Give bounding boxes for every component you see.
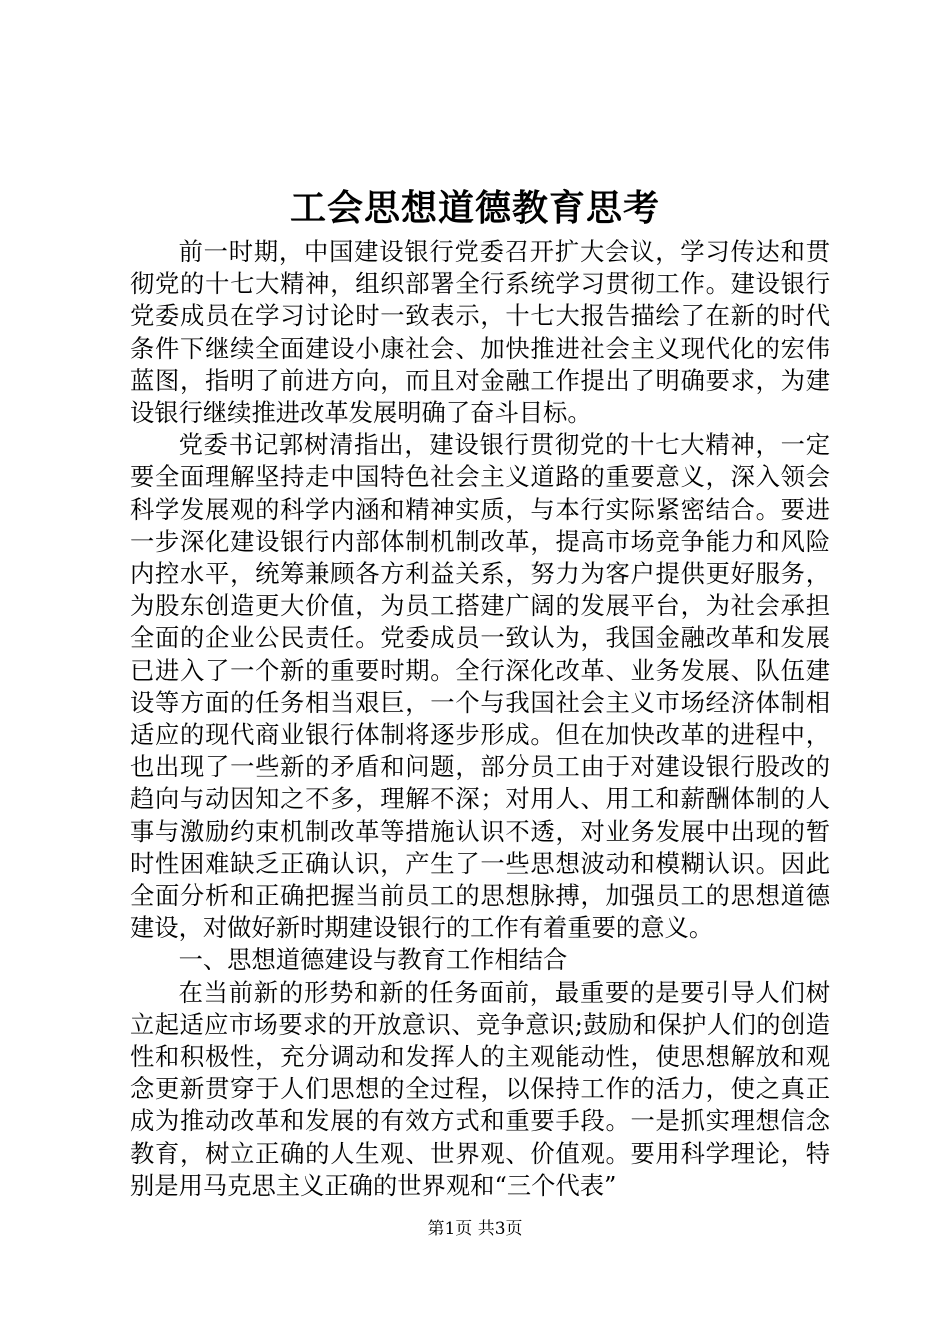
paragraph-intro: 前一时期，中国建设银行党委召开扩大会议，学习传达和贯彻党的十七大精神，组织部署全行系统学习贯彻工作。建设银行党委成员在学习讨论时一致表示，十七大报告描绘了在新的时代条件下继续全面建设小康社会、加快推进社会主义现代化的宏伟蓝图，指明了前进方向，而且对金融工作提出了明确要求，为建设银行继续推进改革发展明确了奋斗目标。 bbox=[130, 237, 830, 428]
paragraph-secretary-remarks: 党委书记郭树清指出，建设银行贯彻党的十七大精神，一定要全面理解坚持走中国特色社会主义道路的重要意义，深入领会科学发展观的科学内涵和精神实质，与本行实际紧密结合。要进一步深化建设银行内部体制机制改革，提高市场竞争能力和风险内控水平，统筹兼顾各方利益关系，努力为客户提供更好服务，为股东创造更大价值，为员工搭建广阔的发展平台，为社会承担全面的企业公民责任。党委成员一致认为，我国金融改革和发展已进入了一个新的重要时期。全行深化改革、业务发展、队伍建设等方面的任务相当艰巨，一个与我国社会主义市场经济体制相适应的现代商业银行体制将逐步形成。但在加快改革的进程中，也出现了一些新的矛盾和问题，部分员工由于对建设银行股改的趋向与动因知之不多，理解不深；对用人、用工和薪酬体制的人事与激励约束机制改革等措施认识不透，对业务发展中出现的暂时性困难缺乏正确认识，产生了一些思想波动和模糊认识。因此全面分析和正确把握当前员工的思想脉搏，加强员工的思想道德建设，对做好新时期建设银行的工作有着重要的意义。 bbox=[130, 430, 830, 943]
document-body bbox=[130, 236, 830, 1202]
section-heading: 一、思想道德建设与教育工作相结合 bbox=[178, 945, 568, 975]
document-title: 工会思想道德教育思考 bbox=[289, 187, 660, 229]
paragraph-section-one: 在当前新的形势和新的任务面前，最重要的是要引导人们树立起适应市场要求的开放意识、竞争意识;鼓励和保护人们的创造性和积极性，充分调动和发挥人的主观能动性，使思想解放和观念更新贯穿于人们思想的全过程，以保持工作的活力，使之真正成为推动改革和发展的有效方式和重要手段。一是抓实理想信念教育，树立正确的人生观、世界观、价值观。要用科学理论，特别是用马克思主义正确的世界观和“三个代表” bbox=[130, 977, 830, 1200]
page-footer: 第1页 共3页 bbox=[427, 1219, 523, 1239]
